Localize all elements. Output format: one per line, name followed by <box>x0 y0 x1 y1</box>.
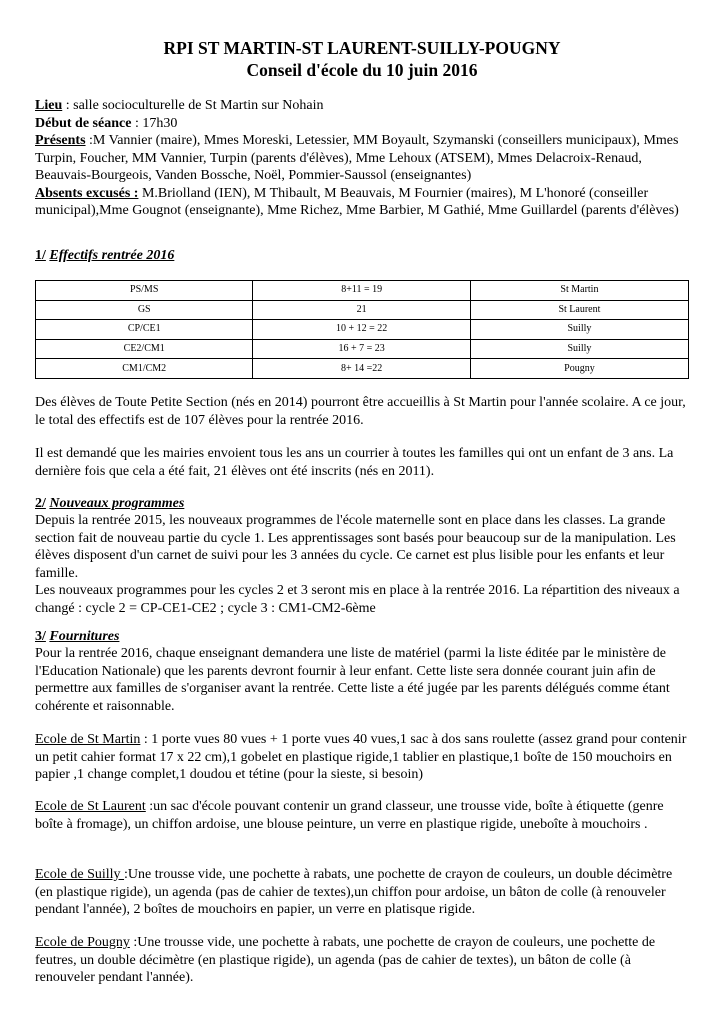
table-cell: GS <box>36 300 253 320</box>
table-cell: St Martin <box>470 281 688 301</box>
table-cell: St Laurent <box>470 300 688 320</box>
debut-line <box>35 115 691 133</box>
effectifs-table <box>35 280 689 379</box>
section-1-title: Effectifs rentrée 2016 <box>49 248 175 263</box>
table-row <box>36 281 689 301</box>
table-cell: 21 <box>253 300 470 320</box>
meeting-info <box>35 97 691 220</box>
debut-value: : 17h30 <box>131 115 178 131</box>
table-cell: Pougny <box>470 359 688 379</box>
absents-value: M.Briolland (IEN), M Thibault, M Beauvais, M Fournier (maires), M L'honoré (conseiller municipal),Mme Gougnot (enseignante), Mme Richez, Mme Barbier, M Gathié, Mme Guillardel (parents d'élèves) <box>35 185 679 218</box>
table-cell: 8+11 = 19 <box>253 281 470 301</box>
school-list-item <box>35 798 691 833</box>
section-1-number: 1/ <box>35 248 46 263</box>
table-cell: 10 + 12 = 22 <box>253 320 470 340</box>
school-supplies: : 1 porte vues 80 vues + 1 porte vues 40 vues,1 sac à dos sans roulette (assez grand pour contenir un petit cahier format 17 x 22 cm),1 gobelet en plastique rigide,1 tablier en plastique,1 boîte de 150 mouchoirs en papier ,1 change complet,1 doudou et tétine (pour la sieste, si besoin) <box>35 732 687 782</box>
school-name: Ecole de Suilly <box>35 867 125 882</box>
lieu-label: Lieu <box>35 98 63 113</box>
debut-label: Début de séance <box>35 115 132 131</box>
table-cell: Suilly <box>470 339 688 359</box>
presents-line <box>35 132 691 185</box>
document-title: RPI ST MARTIN-ST LAURENT-SUILLY-POUGNY <box>163 38 561 58</box>
table-cell: 8+ 14 =22 <box>253 359 470 379</box>
school-name: Ecole de Pougny <box>35 935 130 950</box>
presents-value: :M Vannier (maire), Mmes Moreski, Letessier, MM Boyault, Szymanski (conseillers municipaux), Mmes Turpin, Foucher, MM Vannier, Turpin (parents d'élèves), Mme Lehoux (ATSEM), Mmes Delacroix-Renaud, Beauvais-Bourgeois, Vanden Bossche, Noël, Pommier-Saussol (enseignantes) <box>35 133 679 183</box>
section-3-title: Fournitures <box>49 629 120 644</box>
school-supplies: :Une trousse vide, une pochette à rabats, une pochette de crayon de couleurs, une pochette de feutres, un double décimètre (en plastique rigide), un agenda (pas de cahier de textes), un bâton de colle (à renouveler pendant l'année). <box>35 935 656 985</box>
section-3-intro: Pour la rentrée 2016, chaque enseignant demandera une liste de matériel (parmi la liste éditée par le ministère de l'Education Nationale) que les parents devront fournir à leur enfant. Cette liste sera donnée courant juin afin de permettre aux familles de s'organiser avant la rentrée. Cette liste a été jugée par les parents délégués comme étant cohérente et raisonnable. <box>35 646 670 714</box>
lieu-line <box>35 97 691 115</box>
lieu-value: : salle socioculturelle de St Martin sur Nohain <box>62 98 324 113</box>
table-cell: CP/CE1 <box>36 320 253 340</box>
school-name: Ecole de St Martin <box>35 732 141 747</box>
table-cell: CM1/CM2 <box>36 359 253 379</box>
section-1-para-1: Des élèves de Toute Petite Section (nés en 2014) pourront être accueillis à St Martin pour l'année scolaire. A ce jour, le total des effectifs est de 107 élèves pour la rentrée 2016. <box>35 395 686 428</box>
school-list-item <box>35 866 691 919</box>
school-list-item <box>35 934 691 987</box>
section-2-para-1: Depuis la rentrée 2015, les nouveaux programmes de l'école maternelle sont en place dans les classes. La grande section fait de nouveau partie du cycle 1. Les apprentissages sont basés pour beaucoup sur de la manipulation. Les élèves disposent d'un carnet de suivi pour les 3 années du cycle. Ce carnet est plus lisible pour les enfants et leur famille. <box>35 513 676 581</box>
section-1-heading <box>35 247 691 265</box>
table-row <box>36 359 689 379</box>
section-3-number: 3/ <box>35 629 46 644</box>
table-cell: Suilly <box>470 320 688 340</box>
school-supplies: :Une trousse vide, une pochette à rabats, une pochette de crayon de couleurs, un double décimètre (en plastique rigide), un agenda (pas de cahier de textes),un chiffon pour ardoise, un bâton de colle (à renouveler pendant l'année), 2 boîtes de mouchoirs en papier, un verre en platisque rigide. <box>35 867 673 917</box>
school-supplies: :un sac d'école pouvant contenir un grand classeur, une trousse vide, boîte à étiquette (genre boîte à fromage), un chiffon ardoise, une blouse peinture, un verre en plastique rigide, uneboîte à mouchoirs . <box>35 799 664 832</box>
table-cell: CE2/CM1 <box>36 339 253 359</box>
section-2-title: Nouveaux programmes <box>49 496 185 511</box>
table-cell: 16 + 7 = 23 <box>253 339 470 359</box>
table-row <box>36 320 689 340</box>
school-name: Ecole de St Laurent <box>35 799 146 814</box>
presents-label: Présents <box>35 133 86 148</box>
section-2-heading <box>35 495 691 513</box>
table-cell: PS/MS <box>36 281 253 301</box>
section-2-number: 2/ <box>35 496 46 511</box>
section-2-para-2: Les nouveaux programmes pour les cycles 2 et 3 seront mis en place à la rentrée 2016. La répartition des niveaux a changé : cycle 2 = CP-CE1-CE2 ; cycle 3 : CM1-CM2-6ème <box>35 583 680 616</box>
section-1-para-2: Il est demandé que les mairies envoient tous les ans un courrier à toutes les familles qui ont un enfant de 3 ans. La dernière fois que cela a été fait, 21 élèves ont été inscrits (nés en 2011). <box>35 446 674 479</box>
section-3-heading <box>35 628 691 646</box>
school-list-item <box>35 731 691 784</box>
table-row <box>36 339 689 359</box>
document-subtitle: Conseil d'école du 10 juin 2016 <box>246 60 478 80</box>
table-row <box>36 300 689 320</box>
absents-line <box>35 185 691 220</box>
absents-label: Absents excusés : <box>35 185 139 201</box>
